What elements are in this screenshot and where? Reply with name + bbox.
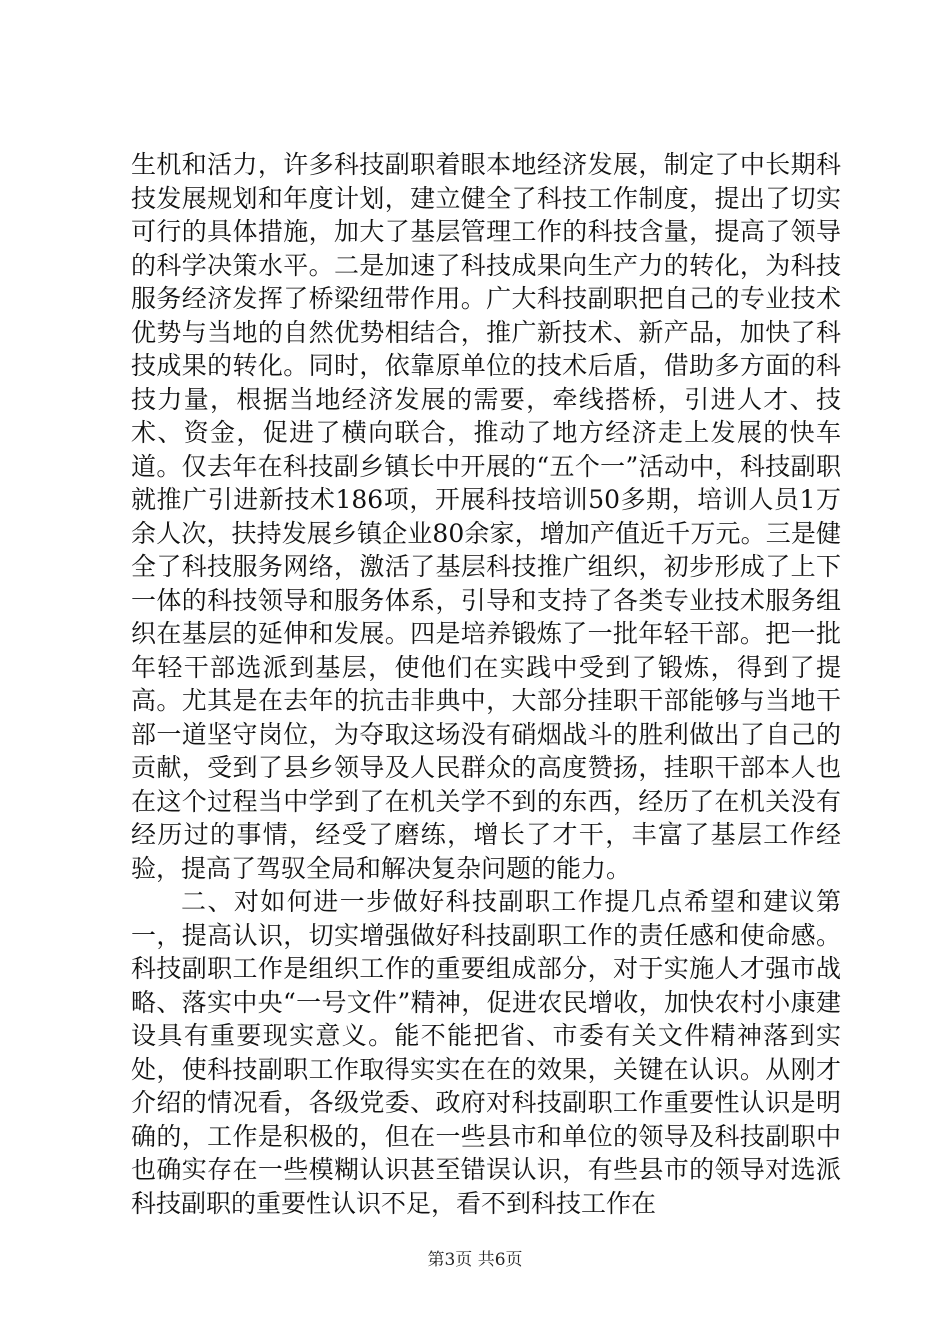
page-footer: [0, 1245, 950, 1270]
paragraph-1: 生机和活力，许多科技副职着眼本地经济发展，制定了中长期科技发展规划和年度计划，建立健全了科技工作制度，提出了切实可行的具体措施，加大了基层管理工作的科技含量，提高了领导的科学决策水平。二是加速了科技成果向生产力的转化，为科技服务经济发挥了桥梁纽带作用。广大科技副职把自己的专业技术优势与当地的自然优势相结合，推广新技术、新产品，加快了科技成果的转化。同时，依靠原单位的技术后盾，借助多方面的科技力量，根据当地经济发展的需要，牵线搭桥，引进人才、技术、资金，促进了横向联合，推动了地方经济走上发展的快车道。仅去年在科技副乡镇长中开展的“五个一”活动中，科技副职就推广引进新技术186项，开展科技培训50多期，培训人员1万余人次，扶持发展乡镇企业80余家，增加产值近千万元。三是健全了科技服务网络，激活了基层科技推广组织，初步形成了上下一体的科技领导和服务体系，引导和支持了各类专业技术服务组织在基层的延伸和发展。四是培养锻炼了一批年轻干部。把一批年轻干部选派到基层，使他们在实践中受到了锻炼，得到了提高。尤其是在去年的抗击非典中，大部分挂职干部能够与当地干部一道坚守岗位，为夺取这场没有硝烟战斗的胜利做出了自己的贡献，受到了县乡领导及人民群众的高度赞扬，挂职干部本人也在这个过程当中学到了在机关学不到的东西，经历了在机关没有经历过的事情，经受了磨练，增长了才干，丰富了基层工作经验，提高了驾驭全局和解决复杂问题的能力。: [131, 150, 841, 883]
page-number: 第3页 共6页: [427, 1250, 523, 1270]
paragraph-2: 二、对如何进一步做好科技副职工作提几点希望和建议第一，提高认识，切实增强做好科技副职工作的责任感和使命感。科技副职工作是组织工作的重要组成部分，对于实施人才强市战略、落实中央“一号文件”精神，促进农民增收，加快农村小康建设具有重要现实意义。能不能把省、市委有关文件精神落到实处，使科技副职工作取得实实在在的效果，关键在认识。从刚才介绍的情况看，各级党委、政府对科技副职工作重要性认识是明确的，工作是积极的，但在一些县市和单位的领导及科技副职中也确实存在一些模糊认识甚至错误认识，有些县市的领导对选派科技副职的重要性认识不足，看不到科技工作在: [131, 887, 841, 1218]
document-body: [131, 148, 841, 1220]
